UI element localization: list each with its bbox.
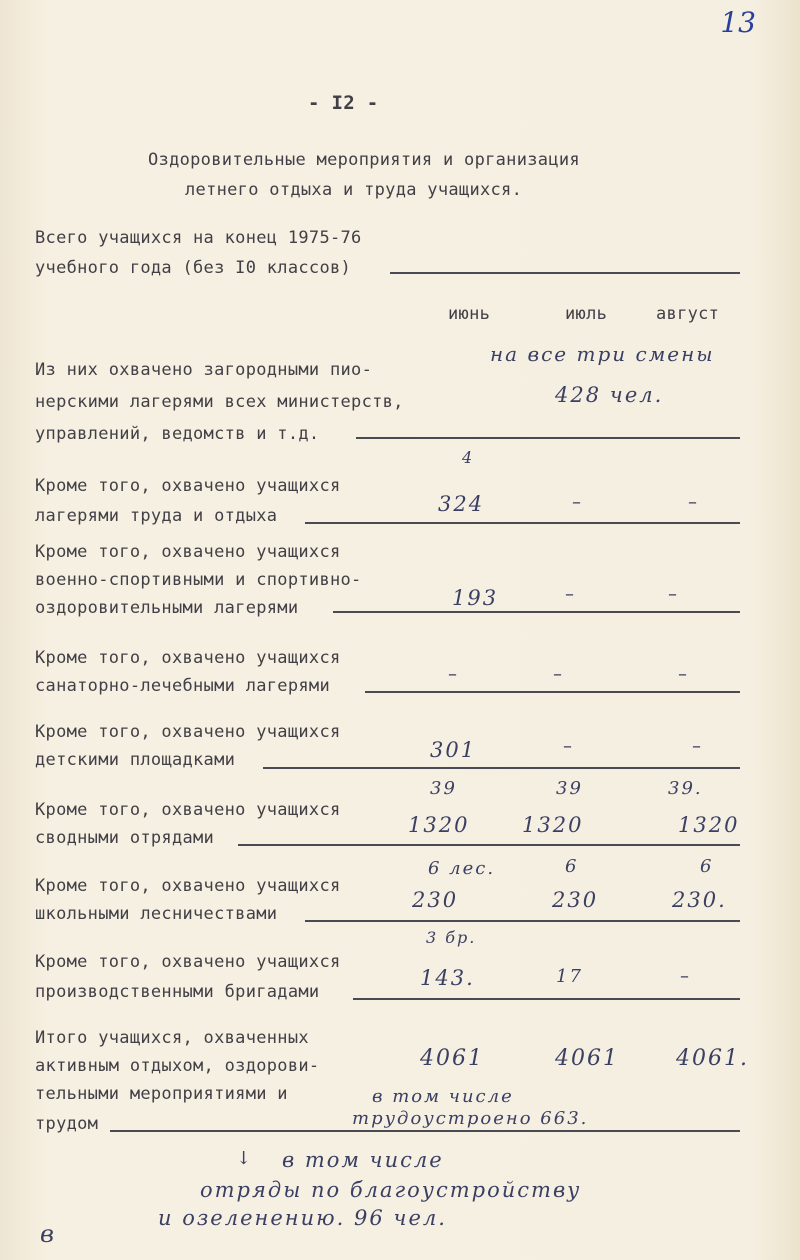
row5-label-1: Кроме того, охвачено учащихся: [35, 800, 341, 820]
row3-label-2: санаторно-лечебными лагерями: [35, 676, 330, 696]
footnote-line-3: и озеленению. 96 чел.: [158, 1206, 447, 1230]
row2-label-3: оздоровительными лагерями: [35, 598, 299, 618]
row8-june: 4061: [420, 1046, 484, 1071]
row7-label-1: Кроме того, охвачено учащихся: [35, 952, 341, 972]
footnote-arrow-icon: ↓: [236, 1148, 254, 1169]
row4-august: –: [692, 736, 701, 757]
row4-july: –: [563, 736, 572, 757]
total-line: [390, 272, 740, 274]
row8-note: в том числе: [372, 1086, 514, 1107]
row7-line: [353, 998, 740, 1000]
row1-label-2: лагерями труда и отдыха: [35, 506, 278, 526]
sheet-number: 13: [720, 6, 756, 39]
title-line-1: Оздоровительные мероприятия и организация: [148, 150, 580, 170]
row3-august: –: [678, 664, 687, 685]
row6-sub-june: 6 лес.: [428, 858, 496, 879]
row6-august: 230.: [672, 888, 727, 912]
row2-july: –: [565, 584, 574, 605]
row1-june: 324: [438, 492, 485, 516]
row8-line: [110, 1130, 740, 1132]
row5-line: [238, 844, 740, 846]
row0-note: на все три смены: [490, 342, 715, 366]
row3-label-1: Кроме того, охвачено учащихся: [35, 648, 341, 668]
title-line-2: летнего отдыха и труда учащихся.: [185, 180, 523, 200]
row0-line: [356, 437, 740, 439]
row2-label-2: военно-спортивными и спортивно-: [35, 570, 362, 590]
row4-label-1: Кроме того, охвачено учащихся: [35, 722, 341, 742]
row0-note2: 428 чел.: [555, 383, 664, 407]
row5-sub-july: 39: [556, 778, 583, 799]
total-label-2: учебного года (без I0 классов): [35, 258, 352, 278]
row5-august: 1320: [678, 813, 740, 837]
row5-sub-august: 39.: [668, 778, 703, 799]
row8-label-1: Итого учащихся, охваченных: [35, 1028, 309, 1048]
row7-june: 143.: [420, 966, 475, 990]
row2-label-1: Кроме того, охвачено учащихся: [35, 542, 341, 562]
row3-line: [365, 691, 740, 693]
col-august: август: [656, 304, 720, 324]
total-label-1: Всего учащихся на конец 1975-76: [35, 228, 362, 248]
row1-august: –: [688, 492, 697, 513]
row1-july: –: [572, 492, 581, 513]
footnote-line-1: в том числе: [282, 1148, 444, 1172]
footnote-line-2: отряды по благоустройству: [200, 1178, 582, 1202]
row8-july: 4061: [555, 1046, 619, 1071]
row4-line: [263, 767, 740, 769]
row7-label-2: производственными бригадами: [35, 982, 320, 1002]
row5-label-2: сводными отрядами: [35, 828, 215, 848]
row3-july: –: [553, 664, 562, 685]
row8-august: 4061.: [676, 1046, 749, 1071]
row0-label-1: Из них охвачено загородными пио-: [35, 360, 373, 380]
row5-sub-june: 39: [430, 778, 457, 799]
row4-label-2: детскими площадками: [35, 750, 236, 770]
row4-june: 301: [430, 738, 477, 762]
row6-label-1: Кроме того, охвачено учащихся: [35, 876, 341, 896]
row8-note2: трудоустроено 663.: [352, 1108, 589, 1129]
row7-july: 17: [556, 966, 583, 987]
row2-line: [333, 611, 740, 613]
row7-sub: 3 бр.: [426, 928, 477, 947]
row6-line: [305, 920, 740, 922]
row2-august: –: [668, 584, 677, 605]
col-july: июль: [565, 304, 608, 324]
row3-june: –: [448, 664, 457, 685]
row6-sub-august: 6: [700, 856, 714, 877]
row7-august: –: [680, 966, 689, 987]
row6-sub-july: 6: [565, 856, 579, 877]
row1-sub: 4: [462, 448, 475, 467]
row1-line: [305, 522, 740, 524]
row6-july: 230: [552, 888, 599, 912]
row5-july: 1320: [522, 813, 584, 837]
row8-label-3: тельными мероприятиями и: [35, 1084, 288, 1104]
row6-june: 230: [412, 888, 459, 912]
row6-label-2: школьными лесничествами: [35, 904, 278, 924]
row8-label-2: активным отдыхом, оздорови-: [35, 1056, 320, 1076]
row1-label-1: Кроме того, охвачено учащихся: [35, 476, 341, 496]
row5-june: 1320: [408, 813, 470, 837]
col-june: июнь: [448, 304, 491, 324]
row2-june: 193: [452, 586, 499, 610]
page-marker: - I2 -: [308, 92, 379, 114]
row8-label-4: трудом: [35, 1114, 99, 1134]
row0-label-2: нерскими лагерями всех министерств,: [35, 392, 404, 412]
corner-mark: в: [40, 1220, 56, 1248]
row0-label-3: управлений, ведомств и т.д.: [35, 424, 320, 444]
